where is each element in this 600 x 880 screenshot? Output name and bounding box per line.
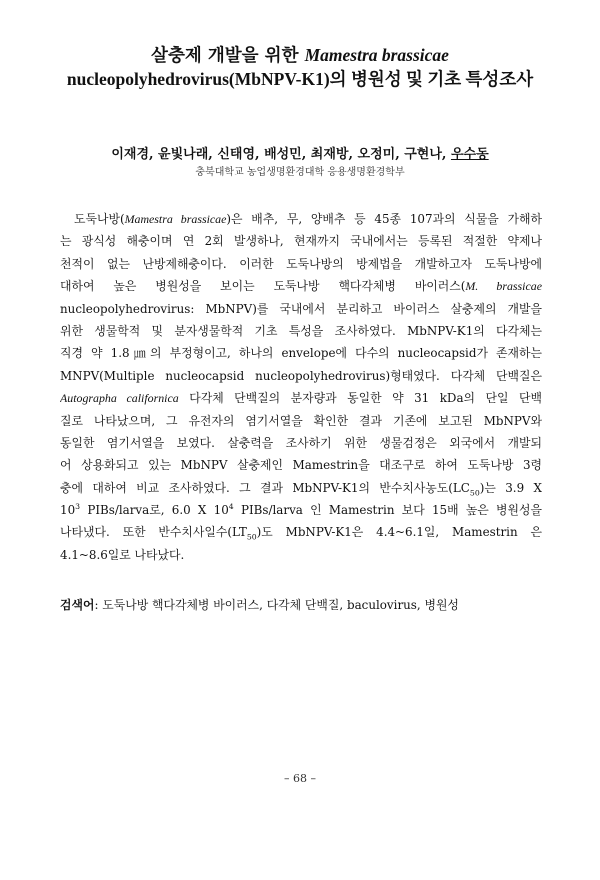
abstract-text: 도둑나방( (74, 212, 125, 226)
abstract-line-2: 는 광식성 해충이며 연 2회 발생하나, 현재까지 국내에서는 등록된 적절한 약제나 (60, 234, 542, 249)
species-name: M. brassicae (465, 279, 542, 294)
abstract-line-5: nucleopolyhedrovirus: MbNPV)를 국내에서 분리하고 바이러스 살충제의 개발을 (60, 301, 542, 316)
affiliation: 충북대학교 농업생명환경대학 응용생명환경학부 (195, 167, 405, 178)
keywords-label: 검색어 (60, 598, 95, 612)
abstract-text: 대하여 높은 병원성을 보이는 도둑나방 핵다각체병 바이러스( (60, 279, 466, 294)
abstract-line-7: 직경 약 1.8㎛의 부정형이고, 하나의 envelope에 다수의 nucleocapsid가 존재하는 (60, 346, 542, 361)
abstract-line-6: 위한 생물학적 및 분자생물학적 기초 특성을 조사하였다. MbNPV-K1의 다각체는 (60, 323, 542, 338)
page-number: – 68 – (284, 772, 316, 785)
abstract-text: 10 (60, 503, 76, 518)
abstract-line-9 (60, 387, 542, 409)
subscript: 50 (246, 532, 257, 542)
keywords-text: : 도둑나방 핵다각체병 바이러스, 다각체 단백질, baculovirus, 병원성 (94, 598, 459, 612)
abstract-body (60, 208, 542, 566)
superscript: 4 (228, 502, 234, 512)
title-korean-part: 살충제 개발을 위한 (151, 46, 305, 66)
abstract-line-11: 동일한 염기서열을 보였다. 살충력을 조사하기 위한 생물검정은 외국에서 개발되 (60, 435, 542, 450)
subscript: 50 (469, 488, 480, 498)
corresponding-author: 우수동 (450, 147, 489, 162)
abstract-text: )은 배추, 무, 양배추 등 45종 107과의 식물을 가해하 (226, 212, 542, 226)
abstract-line-14 (60, 499, 542, 521)
abstract-text: 충에 대하여 비교 조사하였다. 그 결과 MbNPV-K1의 반수치사농도(LC (60, 480, 470, 495)
title-species-name: Mamestra brassicae (304, 45, 449, 65)
superscript: 3 (75, 502, 81, 512)
keywords (60, 595, 542, 615)
title-line-2: nucleopolyhedrovirus(MbNPV-K1)의 병원성 및 기초 특성조사 (66, 69, 534, 89)
abstract-line-13 (60, 477, 542, 499)
abstract-line-8: MNPV(Multiple nucleocapsid nucleopolyhedrovirus)형태였다. 다각체 단백질은 (60, 368, 542, 383)
author-list (30, 146, 570, 164)
abstract-line-1 (60, 208, 542, 230)
abstract-text: 다각체 단백질의 분자량과 동일한 약 31 kDa의 단일 단백 (178, 391, 542, 406)
abstract-text: PIBs/larva 인 Mamestrin 보다 15배 높은 병원성을 (233, 503, 542, 518)
abstract-line-3: 천적이 없는 난방제해충이다. 이러한 도둑나방의 방제법을 개발하고자 도둑나방에 (60, 256, 542, 271)
abstract-line-10: 질로 나타났으며, 그 유전자의 염기서열을 확인한 결과 기존에 보고된 MbNPV와 (60, 413, 542, 428)
paper-title (30, 44, 570, 91)
abstract-line-15 (60, 521, 542, 543)
abstract-line-4 (60, 275, 542, 297)
abstract-line-16: 4.1~8.6일로 나타났다. (60, 547, 185, 562)
abstract-text: )도 MbNPV-K1은 4.4~6.1일, Mamestrin 은 (256, 525, 542, 540)
abstract-line-12: 어 상용화되고 있는 MbNPV 살충제인 Mamestrin을 대조구로 하여 도둑나방 3령 (60, 458, 542, 473)
authors-main: 이재경, 윤빛나래, 신태영, 배성민, 최재방, 오정미, 구현나, (111, 147, 451, 162)
abstract-text: PIBs/larva로, 6.0 X 10 (80, 503, 229, 518)
species-name: Autographa californica (60, 391, 179, 406)
abstract-text: 나타냈다. 또한 반수치사일수(LT (60, 525, 247, 540)
title-line-1 (30, 44, 570, 68)
abstract-text: )는 3.9 X (479, 480, 542, 495)
species-name: Mamestra brassicae (124, 212, 227, 226)
